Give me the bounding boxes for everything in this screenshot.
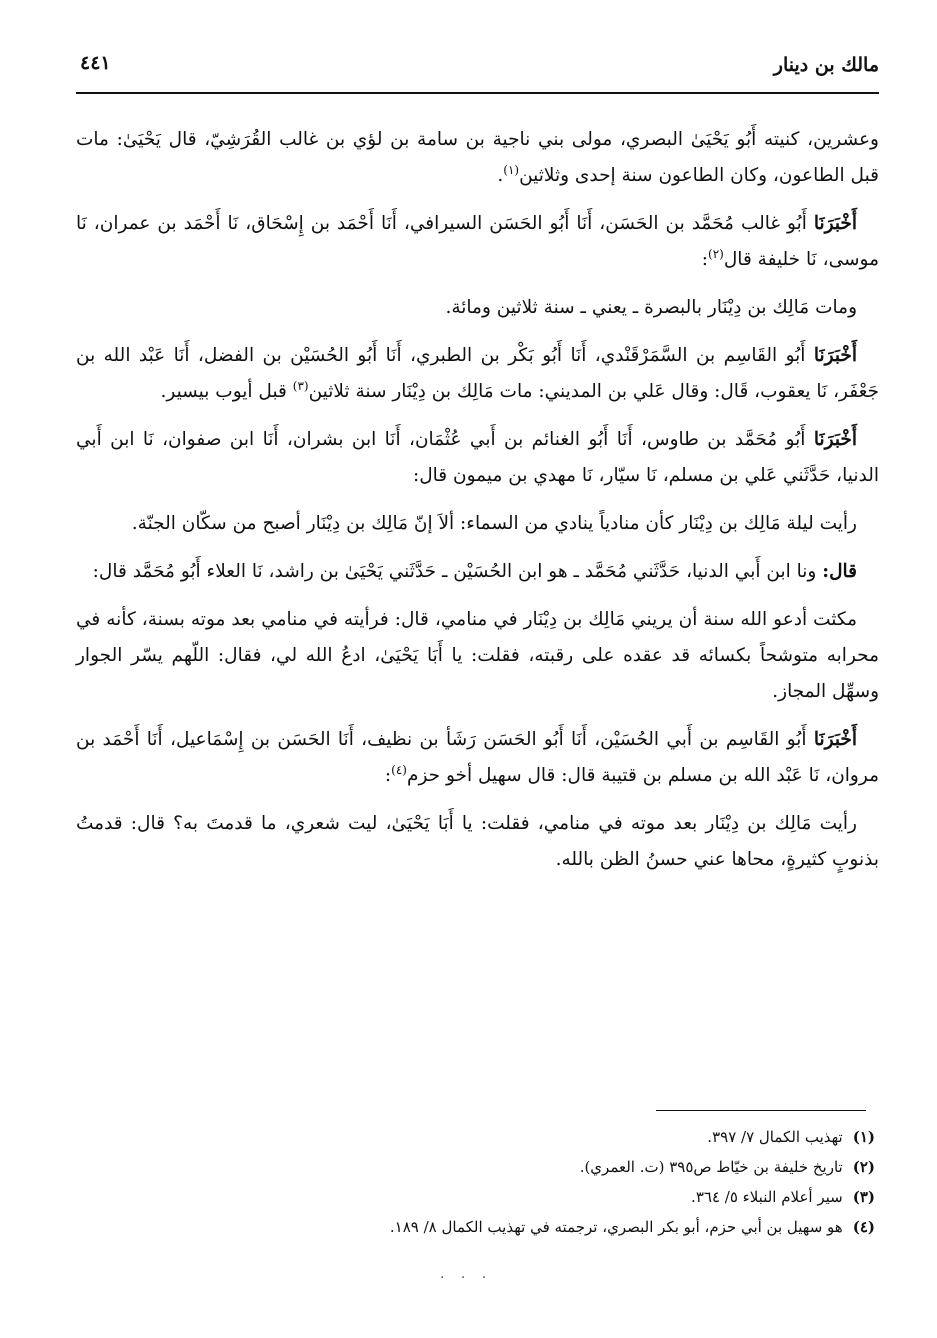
footnote-number: (٣)	[852, 1188, 875, 1206]
footnote-ref-4[interactable]: (٤)	[391, 762, 407, 777]
paragraph-2-tail: :	[701, 249, 709, 270]
paragraph-2-text: أَبُو غالب مُحَمَّد بن الحَسَن، أَنَا أَبُو الحَسَن السيرافي، أَنَا أَحْمَد بن إِسْحَاق، نَا أَحْمَد بن عمران، نَا موسى، نَا خليفة قال	[76, 213, 879, 270]
footnote-number: (١)	[852, 1128, 875, 1146]
footnote-text: هو سهيل بن أبي حزم، أبو بكر البصري، ترجمته في تهذيب الكمال ٨/ ١٨٩.	[389, 1218, 843, 1236]
page-number: ٤٤١	[80, 52, 111, 74]
main-text	[76, 122, 879, 890]
paragraph-9-tail: :	[384, 765, 392, 786]
paragraph-4	[76, 338, 879, 410]
footnote-2	[76, 1152, 875, 1182]
running-title: مالك بن دينار	[773, 54, 879, 76]
page-header	[76, 48, 879, 86]
paragraph-9-text: أَبُو القَاسِم بن أَبي الحُسَيْن، أَنَا أَبُو الحَسَن رَشَأ بن نظيف، أَنَا الحَسَن بن إِسْمَاعيل، أَنَا أَحْمَد بن مروان، نَا عَبْد الله بن مسلم بن قتيبة قال: قال سهيل أخو حزم	[76, 729, 879, 786]
footnote-text: تاريخ خليفة بن خيّاط ص٣٩٥ (ت. العمري).	[579, 1158, 843, 1176]
footnote-4	[76, 1212, 875, 1242]
isnad-lead: أَخْبَرَنَا	[813, 345, 857, 366]
footnote-ref-2[interactable]: (٢)	[708, 246, 724, 261]
footnote-number: (٢)	[852, 1158, 875, 1176]
paragraph-7-text: ونا ابن أَبي الدنيا، حَدَّثَني مُحَمَّد ـ هو ابن الحُسَيْن ـ حَدَّثَني يَحْيَىٰ بن راشد، نَا العلاء أَبُو مُحَمَّد قال:	[92, 561, 823, 582]
paragraph-6-text: رأيت ليلة مَالِك بن دِيْنَار كأن منادياً ينادي من السماء: ألاَ إنّ مَالِك بن دِيْنَار أصبح من سكّان الجنّة.	[131, 513, 857, 534]
paragraph-1-tail: .	[497, 165, 504, 186]
paragraph-8-text: مكثت أدعو الله سنة أن يريني مَالِك بن دِيْنَار في منامي، قال: فرأيته في منامي بعد موته بسنة، كأنه في محرابه متوشحاً بكسائه قد عقده على رقبته، فقلت: يا أَبَا يَحْيَىٰ، ادعُ الله لي، فقال: اللّهم يسّر الجوار وسهِّل المجاز.	[76, 609, 879, 702]
paragraph-4-text: أَبُو القَاسِم بن السَّمَرْقَنْدي، أَنَا أَبُو بَكْر بن الطبري، أَنَا أَبُو الحُسَيْن بن الفضل، أَنَا عَبْد الله بن جَعْفَر، نَا يعقوب، قَال: وقال عَلي بن المديني: مات مَالِك بن دِيْنَار سنة ثلاثين	[76, 345, 879, 402]
paragraph-10-text: رأيت مَالِك بن دِيْنَار بعد موته في منامي، فقلت: يا أَبَا يَحْيَىٰ، ليت شعري، ما قدمتَ به؟ قال: قدمتُ بذنوبٍ كثيرةٍ، محاها عني حسنُ الظن بالله.	[76, 813, 879, 870]
paragraph-5-text: أَبُو مُحَمَّد بن طاوس، أَنَا أَبُو الغنائم بن أَبي عُثْمَان، أَنَا ابن بشران، أَنَا ابن صفوان، نَا ابن أَبي الدنيا، حَدَّثَني عَلي بن مسلم، نَا سيّار، نَا مهدي بن ميمون قال:	[76, 429, 879, 486]
paragraph-10	[76, 806, 879, 878]
footnote-number: (٤)	[852, 1218, 875, 1236]
qal-lead: قال:	[822, 561, 857, 582]
paragraph-2	[76, 206, 879, 278]
footnote-ref-3[interactable]: (٣)	[292, 378, 309, 393]
paragraph-5	[76, 422, 879, 494]
footnote-1	[76, 1122, 875, 1152]
footnote-text: سير أعلام النبلاء ٥/ ٣٦٤.	[691, 1188, 843, 1206]
paragraph-4-tail: قبل أيوب بيسير.	[160, 381, 293, 402]
footnote-ref-1[interactable]: (١)	[503, 162, 520, 177]
paragraph-6	[76, 506, 879, 542]
footnote-3	[76, 1182, 875, 1212]
paragraph-9	[76, 722, 879, 794]
footnotes	[76, 1122, 875, 1242]
paragraph-7	[76, 554, 879, 590]
paragraph-3	[76, 290, 879, 326]
paragraph-1	[76, 122, 879, 194]
paragraph-3-text: ومات مَالِك بن دِيْنَار بالبصرة ـ يعني ـ سنة ثلاثين ومائة.	[445, 297, 857, 318]
paragraph-8	[76, 602, 879, 710]
isnad-lead: أَخْبَرَنَا	[813, 213, 857, 234]
isnad-lead: أَخْبَرَنَا	[813, 729, 857, 750]
footnote-separator	[656, 1110, 866, 1111]
paragraph-1-text: وعشرين، كنيته أَبُو يَحْيَىٰ البصري، مولى بني ناجية بن سامة بن لؤي بن غالب القُرَشِيّ، قال يَحْيَىٰ: مات قبل الطاعون، وكان الطاعون سنة إحدى وثلاثين	[76, 129, 879, 186]
header-rule	[76, 92, 879, 94]
bottom-mark: · · ·	[440, 1270, 493, 1286]
isnad-lead: أَخْبَرَنَا	[813, 429, 857, 450]
footnote-text: تهذيب الكمال ٧/ ٣٩٧.	[707, 1128, 843, 1146]
